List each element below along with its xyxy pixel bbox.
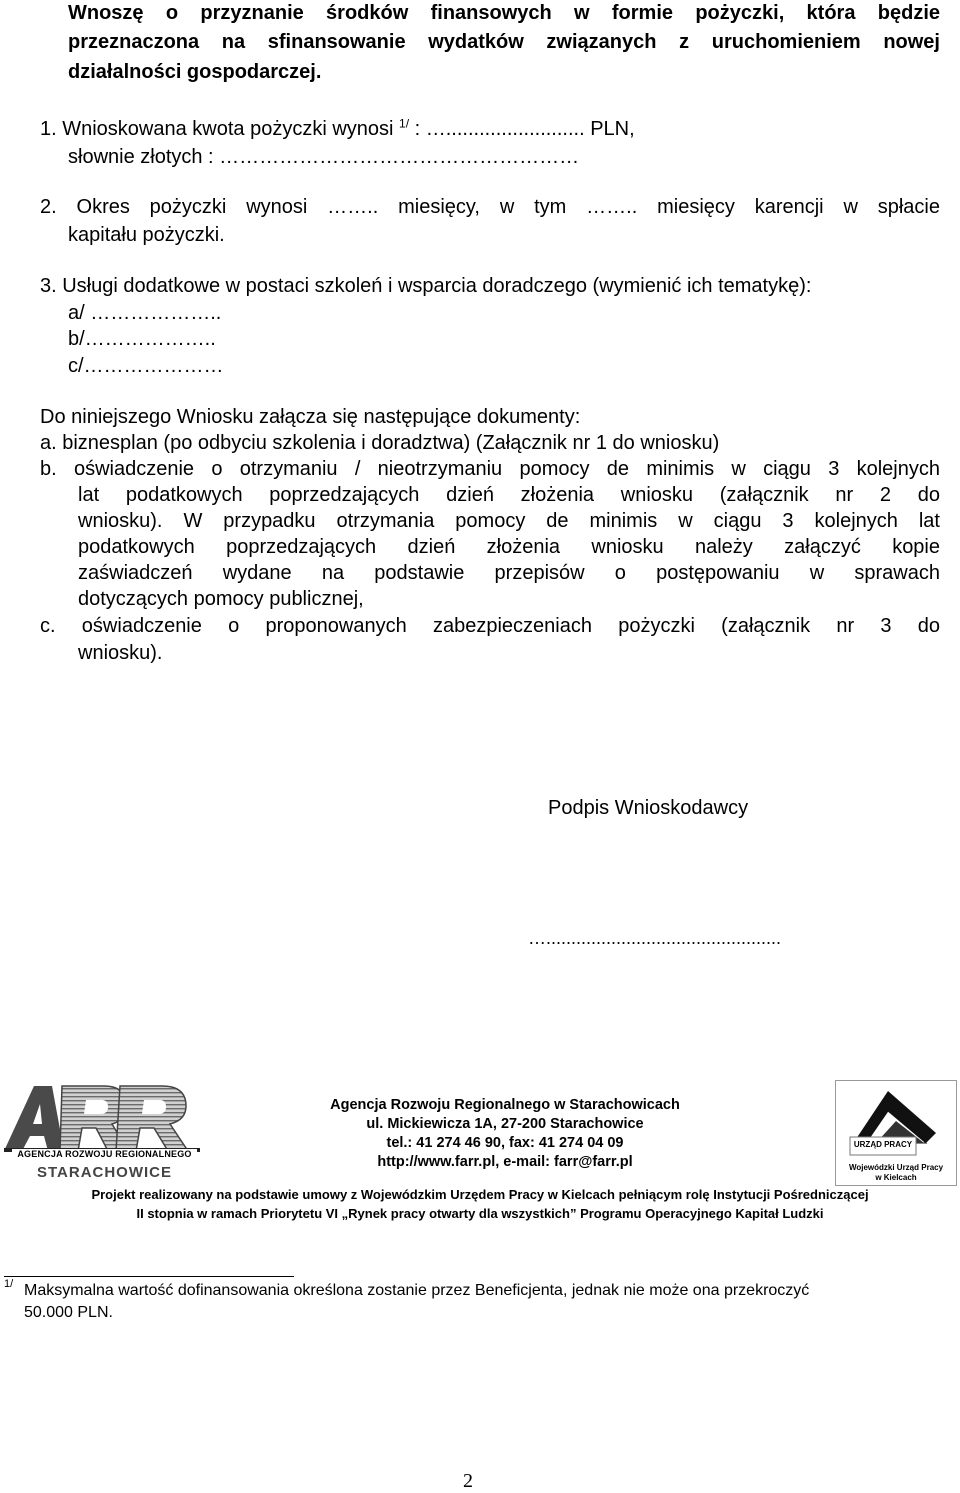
arr-logo xyxy=(4,1076,204,1186)
wup-caption-1: Wojewódzki Urząd Pracy xyxy=(848,1163,944,1172)
attachment-c-line-1: c. oświadczenie o proponowanych zabezpieczeniach pożyczki (załącznik nr 3 do xyxy=(40,615,940,637)
services-heading: 3. Usługi dodatkowe w postaci szkoleń i wsparcia doradczego (wymienić ich tematykę): xyxy=(40,275,812,297)
wup-logo-label: URZĄD PRACY xyxy=(853,1140,913,1149)
service-c: c/………………… xyxy=(68,355,224,377)
arr-logo-text-1: AGENCJA ROZWOJU REGIONALNEGO xyxy=(12,1149,197,1159)
attachment-a: a. biznesplan (po odbyciu szkolenia i doradztwa) (Załącznik nr 1 do wniosku) xyxy=(40,432,720,454)
footnote-line-1: Maksymalna wartość dofinansowania określona zostanie przez Beneficjenta, jednak nie może ona przekroczyć xyxy=(24,1282,810,1299)
wup-logo xyxy=(835,1080,957,1186)
attachment-b-line-6: dotyczących pomocy publicznej, xyxy=(78,588,364,610)
signature-label: Podpis Wnioskodawcy xyxy=(548,797,749,819)
attachment-b-line-4: podatkowych poprzedzających dzień złożenia wniosku należy załączyć kopie xyxy=(78,536,940,558)
signature-line: …............................................... xyxy=(528,928,782,948)
org-phone: tel.: 41 274 46 90, fax: 41 274 04 09 xyxy=(386,1135,624,1151)
page-number: 2 xyxy=(463,1470,473,1492)
loan-amount-line xyxy=(40,116,635,142)
loan-amount-words: słownie złotych : ……………………………………………… xyxy=(68,146,580,168)
footnote-mark: 1/ xyxy=(4,1278,14,1290)
loan-amount-value: : …......................... PLN, xyxy=(409,118,635,140)
intro-line-1: Wnoszę o przyznanie środków finansowych w formie pożyczki, która będzie xyxy=(68,2,940,24)
wup-caption-2: w Kielcach xyxy=(875,1173,917,1182)
footnote-separator xyxy=(4,1276,294,1277)
loan-amount-label: 1. Wnioskowana kwota pożyczki wynosi xyxy=(40,118,400,140)
loan-period-line-2: kapitału pożyczki. xyxy=(68,224,225,246)
loan-period-line: 2. Okres pożyczki wynosi …….. miesięcy, w tym …….. miesięcy karencji w spłacie xyxy=(40,196,940,218)
footnote-ref: 1/ xyxy=(399,116,410,131)
arr-logo-text-2: STARACHOWICE xyxy=(36,1164,173,1181)
intro-line-3: działalności gospodarczej. xyxy=(68,61,322,83)
org-name: Agencja Rozwoju Regionalnego w Starachowicach xyxy=(330,1097,680,1113)
intro-line-2: przeznaczona na sfinansowanie wydatków związanych z uruchomieniem nowej xyxy=(68,31,940,53)
service-b: b/……………….. xyxy=(68,328,216,350)
attachment-b-line-5: zaświadczeń wydane na podstawie przepisów o postępowaniu w sprawach xyxy=(78,562,940,584)
org-web-email: http://www.farr.pl, e-mail: farr@farr.pl xyxy=(377,1154,633,1170)
attachment-b-line-3: wniosku). W przypadku otrzymania pomocy de minimis w ciągu 3 kolejnych lat xyxy=(78,510,940,532)
service-a: a/ ……………….. xyxy=(68,302,222,324)
attachment-b-line-1: b. oświadczenie o otrzymaniu / nieotrzymaniu pomocy de minimis w ciągu 3 kolejnych xyxy=(40,458,940,480)
project-line-2: II stopnia w ramach Priorytetu VI „Rynek pracy otwarty dla wszystkich” Programu Operacyjnego Kapitał Ludzki xyxy=(136,1206,824,1221)
attachment-c-line-2: wniosku). xyxy=(78,642,163,664)
attachment-b-line-2: lat podatkowych poprzedzających dzień złożenia wniosku (załącznik nr 2 do xyxy=(78,484,940,506)
org-address: ul. Mickiewicza 1A, 27-200 Starachowice xyxy=(366,1116,644,1132)
footnote-line-2: 50.000 PLN. xyxy=(24,1304,113,1321)
project-line-1: Projekt realizowany na podstawie umowy z Wojewódzkim Urzędem Pracy w Kielcach pełniącym rolę Instytucji Pośredniczącej xyxy=(91,1187,869,1202)
wup-logo-graphic xyxy=(836,1081,956,1161)
attachments-heading: Do niniejszego Wniosku załącza się następujące dokumenty: xyxy=(40,406,581,428)
